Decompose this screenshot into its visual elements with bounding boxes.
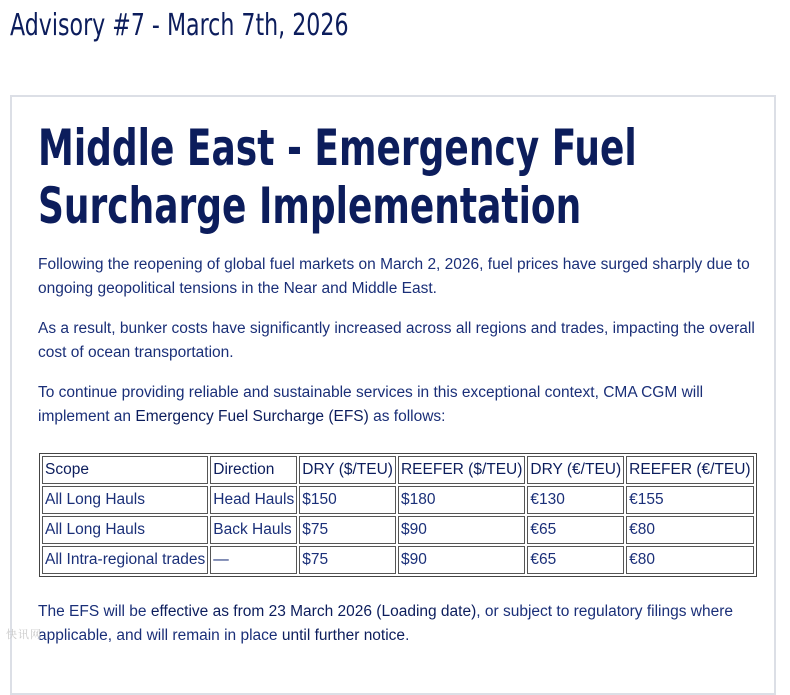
- cell-reefer-eur: €80: [626, 546, 753, 574]
- efs-name: Emergency Fuel Surcharge (EFS): [135, 408, 369, 425]
- effective-date-paragraph: [38, 600, 758, 648]
- table-row: [42, 486, 754, 514]
- cell-scope: All Long Hauls: [42, 516, 208, 544]
- table-row: [42, 516, 754, 544]
- header-dry-eur: DRY (€/TEU): [527, 456, 624, 484]
- cell-reefer-usd: $90: [398, 546, 525, 574]
- article-title: Middle East - Emergency Fuel Surcharge Implementation: [38, 119, 637, 235]
- implementation-text-1: To continue providing reliable and sustainable services in this exceptional context, CMA CGM will implement an: [38, 384, 704, 425]
- cell-reefer-usd: $90: [398, 516, 525, 544]
- cell-dry-usd: $75: [299, 516, 396, 544]
- cell-dry-eur: €65: [527, 546, 624, 574]
- header-reefer-eur: REEFER (€/TEU): [626, 456, 753, 484]
- cell-dry-eur: €130: [527, 486, 624, 514]
- header-direction: Direction: [210, 456, 297, 484]
- implementation-text-2: as follows:: [368, 408, 446, 425]
- cell-reefer-eur: €80: [626, 516, 753, 544]
- cell-reefer-eur: €155: [626, 486, 753, 514]
- header-reefer-usd: REEFER ($/TEU): [398, 456, 525, 484]
- header-dry-usd: DRY ($/TEU): [299, 456, 396, 484]
- cell-scope: All Long Hauls: [42, 486, 208, 514]
- effective-text-2: , or subject to regulatory filings where applicable, and will remain in place: [38, 603, 733, 644]
- effective-date: effective as from 23 March 2026 (Loading date): [150, 603, 477, 620]
- header-scope: Scope: [42, 456, 208, 484]
- cell-dry-usd: $75: [299, 546, 396, 574]
- impact-paragraph: As a result, bunker costs have significantly increased across all regions and trades, impacting the overall cost of ocean transportation.: [38, 320, 755, 361]
- cell-scope: All Intra-regional trades: [42, 546, 208, 574]
- efs-rate-table: [39, 453, 757, 577]
- table-header-row: [42, 456, 754, 484]
- until-notice: until further notice: [281, 627, 406, 644]
- advisory-card: [10, 95, 776, 695]
- effective-text-1: The EFS will be: [38, 603, 151, 620]
- implementation-paragraph: [38, 381, 758, 429]
- cell-direction: Head Hauls: [210, 486, 297, 514]
- cell-reefer-usd: $180: [398, 486, 525, 514]
- cell-direction: Back Hauls: [210, 516, 297, 544]
- table-row: [42, 546, 754, 574]
- effective-text-3: .: [405, 627, 410, 644]
- cell-dry-usd: $150: [299, 486, 396, 514]
- watermark: 快讯网: [6, 628, 42, 641]
- cell-direction: —: [210, 546, 297, 574]
- advisory-title: Advisory #7 - March 7th, 2026: [10, 8, 349, 43]
- intro-paragraph: Following the reopening of global fuel markets on March 2, 2026, fuel prices have surged sharply due to ongoing geopolitical tensions in the Near and Middle East.: [38, 256, 750, 297]
- cell-dry-eur: €65: [527, 516, 624, 544]
